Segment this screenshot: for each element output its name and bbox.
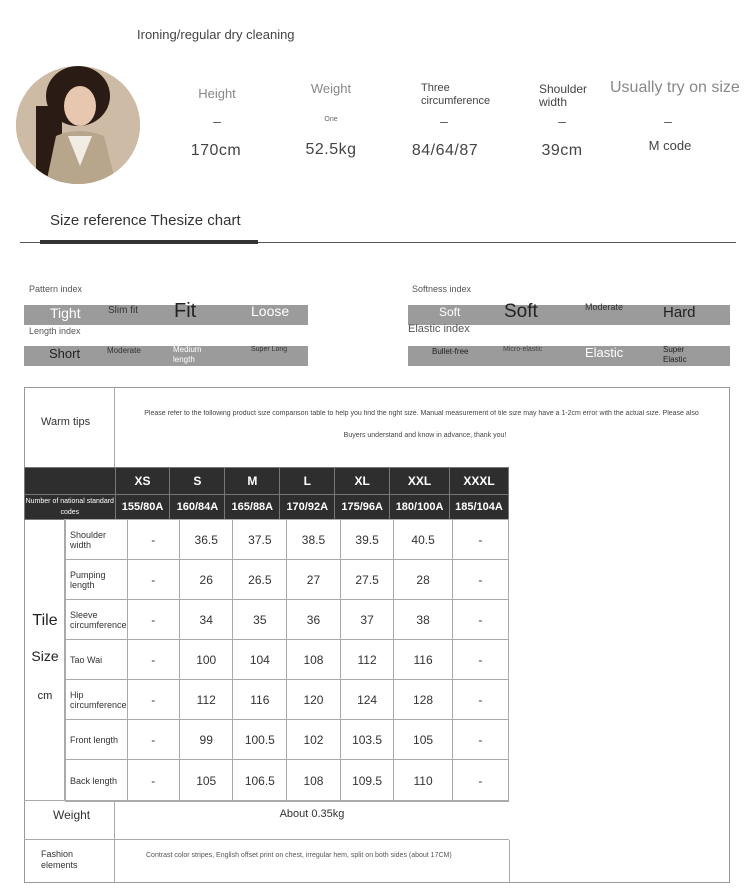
measurement-value: - (127, 760, 179, 802)
code-s: 160/84A (170, 495, 225, 520)
measurement-value: 124 (340, 680, 394, 720)
shoulder-width-dash: – (558, 113, 566, 129)
pattern-item-fit: Fit (174, 300, 197, 322)
measurement-row (66, 680, 509, 720)
size-xxxl: XXXL (450, 468, 509, 495)
measurement-value: 116 (233, 680, 287, 720)
measurement-label: Front length (66, 720, 128, 760)
measurement-value: 35 (233, 600, 287, 640)
measurement-table (65, 519, 509, 802)
measurement-value: - (452, 720, 508, 760)
measurement-value: 105 (180, 760, 233, 802)
measurement-value: 99 (180, 720, 233, 760)
size-table (24, 467, 509, 520)
size-xxl: XXL (390, 468, 450, 495)
measurement-value: 120 (287, 680, 340, 720)
pattern-item-slim-fit: Slim fit (108, 305, 138, 316)
measurement-value: 26.5 (233, 560, 287, 600)
size-l: L (280, 468, 335, 495)
measurement-value: 36.5 (180, 520, 233, 560)
measurement-value: 26 (180, 560, 233, 600)
measurement-value: 116 (394, 640, 452, 680)
measurement-value: 27.5 (340, 560, 394, 600)
size-header-corner (25, 468, 116, 495)
measurement-value: 27 (287, 560, 340, 600)
measurement-value: - (127, 720, 179, 760)
code-l: 170/92A (280, 495, 335, 520)
measurement-value: 28 (394, 560, 452, 600)
measurement-value: - (452, 560, 508, 600)
elastic-item-super-elastic: Super Elastic (663, 345, 687, 364)
three-circumference-value: 84/64/87 (411, 142, 479, 159)
elastic-item-bullet-free: Bullet-free (432, 347, 469, 356)
softness-index-bar (408, 301, 730, 325)
warm-tips-label: Warm tips (41, 416, 91, 428)
measurement-value: 37 (340, 600, 394, 640)
measurement-value: - (127, 680, 179, 720)
measurement-value: 103.5 (340, 720, 394, 760)
weight-sub: One (324, 116, 338, 123)
measurement-value: - (127, 640, 179, 680)
pattern-item-tight: Tight (50, 305, 81, 321)
shoulder-width-value: 39cm (541, 142, 583, 159)
length-item-moderate: Moderate (107, 346, 141, 355)
tile-size-label: Size (31, 648, 59, 664)
code-xxl: 180/100A (390, 495, 450, 520)
fashion-value: Contrast color stripes, English offset print on chest, irregular hem, split on both sides (about 17CM) (146, 852, 452, 859)
tile-label: Tile (32, 612, 58, 629)
measurement-value: - (452, 600, 508, 640)
shoulder-width-label: Shoulder width (539, 82, 588, 109)
measurement-value: 100.5 (233, 720, 287, 760)
measurement-value: - (452, 680, 508, 720)
weight-value: 52.5kg (305, 141, 357, 158)
size-header-row (25, 468, 509, 495)
fashion-label: Fashion elements (41, 849, 78, 870)
measurement-value: 37.5 (233, 520, 287, 560)
measurement-value: 108 (287, 760, 340, 802)
length-item-medium: Medium length (173, 345, 202, 364)
measurement-label: Tao Wai (66, 640, 128, 680)
weight-row-label: Weight (53, 808, 91, 822)
code-m: 165/88A (225, 495, 280, 520)
measurement-value: 39.5 (340, 520, 394, 560)
measurement-row (66, 520, 509, 560)
codes-label: Number of national standard codes (25, 495, 116, 520)
codes-row (25, 495, 509, 520)
weight-row (24, 800, 509, 840)
measurement-row (66, 720, 509, 760)
softness-item-hard: Hard (663, 304, 696, 321)
tile-unit-label: cm (37, 690, 53, 702)
elastic-index-bar (408, 346, 730, 366)
three-circumference-dash: – (440, 113, 448, 129)
measurement-row (66, 640, 509, 680)
weight-label: Weight (310, 81, 352, 96)
measurement-row (66, 760, 509, 802)
length-index-label: Length index (29, 326, 81, 336)
measurement-value: 38.5 (287, 520, 340, 560)
fashion-divider (509, 840, 510, 883)
pattern-index-label: Pattern index (29, 284, 83, 294)
elastic-index-label: Elastic index (408, 323, 470, 335)
code-xs: 155/80A (115, 495, 170, 520)
height-label: Height (198, 86, 236, 101)
pattern-index-bar (24, 300, 308, 325)
model-photo (16, 66, 140, 184)
three-circumference-label: Three circumference (421, 82, 491, 107)
measurement-label: Pumping length (66, 560, 128, 600)
section-title: Size reference Thesize chart (50, 212, 241, 229)
measurement-label: Hip circumference (66, 680, 128, 720)
warm-tips-text: Please refer to the following product size comparison table to help you find the right size. Manual measurement of tile size may have a 1-2cm error with the actual size. Please also (144, 410, 699, 417)
care-instructions: Ironing/regular dry cleaning (137, 27, 295, 42)
measurement-value: - (127, 560, 179, 600)
length-index-bar (24, 346, 308, 366)
length-item-super-long: Super Long (251, 346, 288, 353)
measurement-value: 110 (394, 760, 452, 802)
softness-item-soft: Soft (439, 305, 461, 319)
warm-tips-text-2: Buyers understand and know in advance, thank you! (343, 432, 507, 439)
size-xl: XL (335, 468, 390, 495)
usual-size-dash: – (664, 113, 672, 129)
height-value: 170cm (190, 142, 242, 159)
measurement-value: 100 (180, 640, 233, 680)
measurement-value: 105 (394, 720, 452, 760)
measurement-value: 104 (233, 640, 287, 680)
pattern-item-loose: Loose (251, 303, 290, 319)
measurement-value: 40.5 (394, 520, 452, 560)
softness-item-moderate: Moderate (585, 302, 624, 312)
measurement-value: - (452, 520, 508, 560)
softness-item-soft-2: Soft (504, 301, 538, 322)
size-xs: XS (115, 468, 170, 495)
measurement-value: - (127, 600, 179, 640)
code-xl: 175/96A (335, 495, 390, 520)
measurement-value: 38 (394, 600, 452, 640)
softness-index-label: Softness index (412, 284, 472, 294)
elastic-item-elastic: Elastic (585, 345, 624, 360)
measurement-value: 102 (287, 720, 340, 760)
size-s: S (170, 468, 225, 495)
usual-size-value: M code (648, 138, 692, 153)
measurement-value: - (127, 520, 179, 560)
section-divider-highlight (40, 240, 258, 244)
usual-size-label: Usually try on size (610, 79, 740, 96)
measurement-value: 106.5 (233, 760, 287, 802)
length-item-short: Short (49, 346, 81, 361)
elastic-item-micro-elastic: Micro-elastic (503, 346, 543, 353)
measurement-row (66, 600, 509, 640)
measurement-value: 112 (340, 640, 394, 680)
model-avatar (16, 66, 140, 184)
measurement-value: 108 (287, 640, 340, 680)
measurement-label: Back length (66, 760, 128, 802)
weight-row-value: About 0.35kg (279, 808, 345, 820)
measurement-value: 112 (180, 680, 233, 720)
measurement-row (66, 560, 509, 600)
measurement-value: - (452, 640, 508, 680)
measurement-value: 36 (287, 600, 340, 640)
measurement-value: - (452, 760, 508, 802)
size-m: M (225, 468, 280, 495)
code-xxxl: 185/104A (450, 495, 509, 520)
height-dash: – (213, 113, 221, 129)
measurement-value: 34 (180, 600, 233, 640)
measurement-label: Shoulder width (66, 520, 128, 560)
measurement-value: 128 (394, 680, 452, 720)
measurement-label: Sleeve circumference (66, 600, 128, 640)
measurement-value: 109.5 (340, 760, 394, 802)
